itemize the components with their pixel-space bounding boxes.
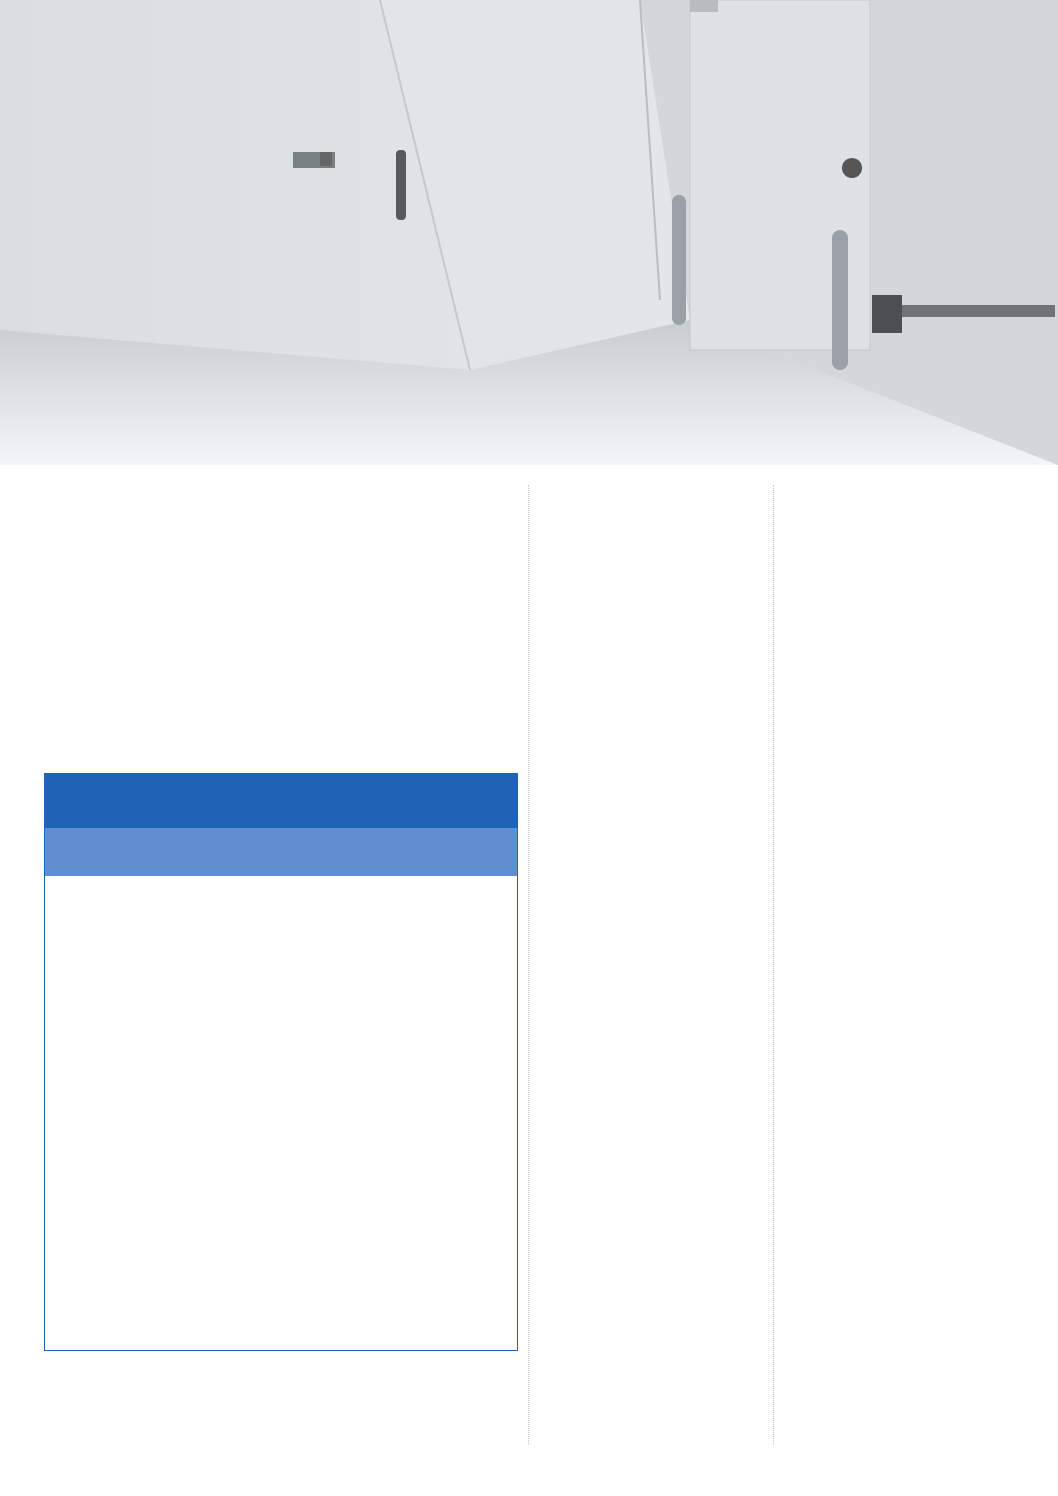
hero-image — [0, 0, 1058, 465]
leak-test-frequency-table — [44, 773, 518, 1351]
column-4-text — [786, 492, 1016, 525]
cold-room-illustration — [0, 0, 1058, 465]
column-divider — [773, 485, 774, 1445]
table-title — [45, 774, 517, 828]
column-3-text — [539, 492, 769, 537]
page-footer-left — [46, 1463, 50, 1481]
column-divider — [528, 485, 529, 1445]
table-header-row — [45, 828, 517, 876]
